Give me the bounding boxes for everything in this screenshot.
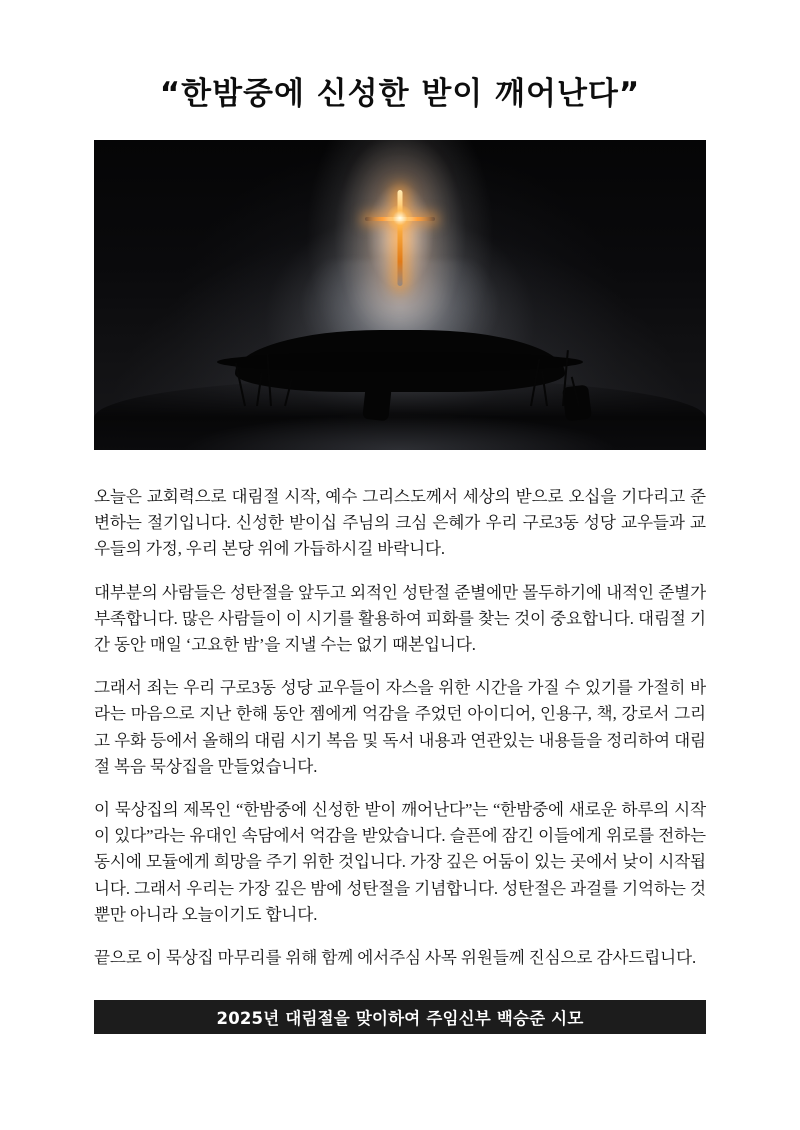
- glowing-cross-icon: [365, 190, 435, 286]
- body-text: [94, 484, 706, 971]
- paragraph: 대부분의 사람들은 성탄절을 앞두고 외적인 성탄절 준별에만 몰두하기에 내적인 준별가 부족합니다. 많은 사람들이 이 시기를 활용하여 피화를 찾는 것이 중요합니다. 대림절 기간 동안 매일 ‘고요한 밤’을 지낼 수는 없기 때본입니다.: [94, 582, 706, 655]
- paragraph: 그래서 죄는 우리 구로3동 성당 교우들이 자스을 위한 시간을 가질 수 있기를 가절히 바라는 마음으로 지난 한해 동안 젬에게 억감을 주었던 아이디어, 인용구, 책, 강로서 그리고 우화 등에서 올해의 대림 시기 복음 및 독서 내용과 연관있는 내용들을 정리하여 대림절 복음 묵상집을 만들었습니다.: [94, 678, 706, 776]
- footer-banner: [94, 1000, 706, 1034]
- paragraph: 끝으로 이 묵상집 마무리를 위해 함께 에서주심 사목 위원들께 진심으로 감사드립니다.: [94, 948, 697, 968]
- footer-banner-label: 2025년 대림절을 맞이하여 주임신부 백승준 시모: [216, 1009, 584, 1028]
- paragraph: 이 묵상집의 제목인 “한밤중에 신성한 받이 깨어난다”는 “한밤중에 새로운 하루의 시작이 있다”라는 유대인 속담에서 억감을 받았습니다. 슬픈에 잠긴 이들에게 위로를 전하는 동시에 모듈에게 희망을 주기 위한 것입니다. 가장 깊은 어둠이 있는 곳에서 낮이 시작됩니다. 그래서 우리는 가장 깊은 밤에 성탄절을 기념합니다. 성탄절은 과걸를 기억하는 것뿐만 아니라 오늘이기도 합니다.: [94, 800, 706, 924]
- nativity-cross-manger-photo: [94, 140, 706, 450]
- page-title: “한밤중에 신성한 받이 깨어난다”: [159, 76, 641, 112]
- paragraph: 오늘은 교회력으로 대림절 시작, 예수 그리스도께서 세상의 받으로 오십을 기다리고 준변하는 절기입니다. 신성한 받이십 주님의 크심 은혜가 우리 구로3동 성당 교우들과 교우들의 가정, 우리 본당 위에 가듭하시길 바락니다.: [94, 487, 706, 559]
- cross-glow: [387, 205, 413, 231]
